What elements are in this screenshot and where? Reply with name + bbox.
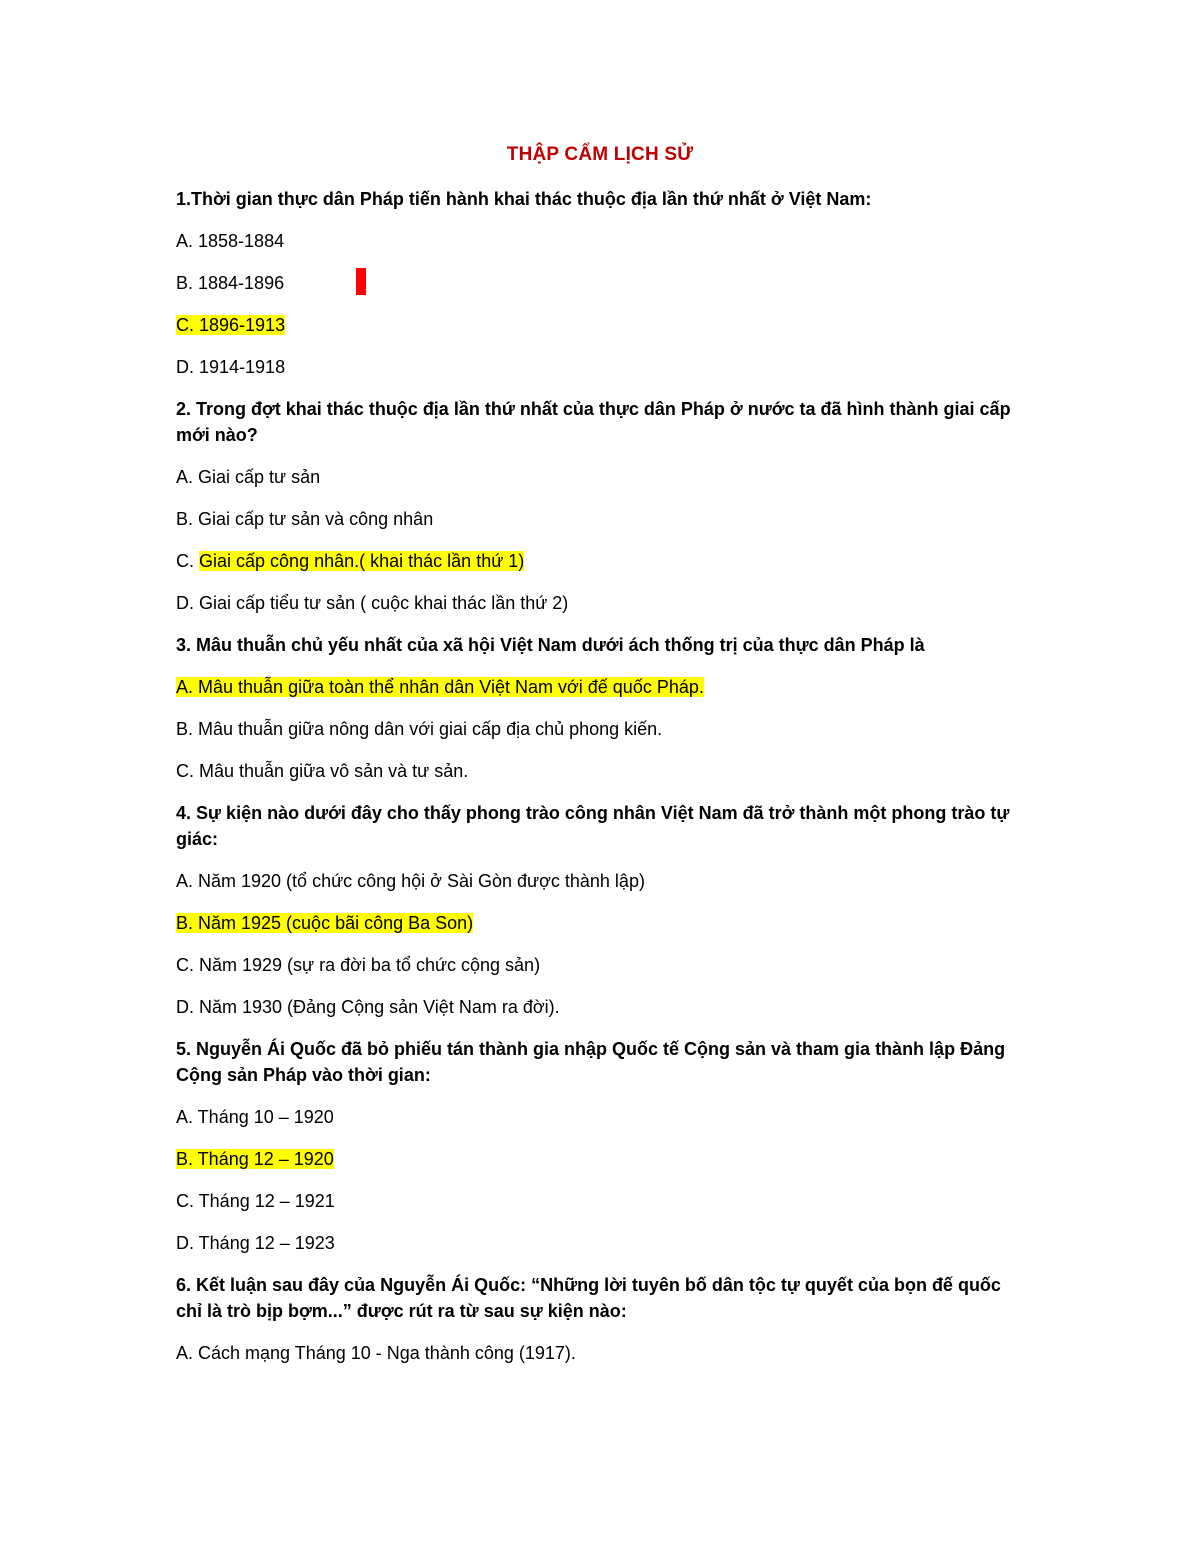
- question-3-option-b: B. Mâu thuẫn giữa nông dân với giai cấp địa chủ phong kiến.: [176, 719, 663, 739]
- question-1-option-a: A. 1858-1884: [176, 231, 285, 251]
- question-1-answer-highlight: C. 1896-1913: [176, 315, 286, 335]
- document-title: THẬP CẨM LỊCH SỬ: [506, 144, 694, 165]
- question-4-answer-highlight: B. Năm 1925 (cuộc bãi công Ba Son): [176, 913, 474, 933]
- question-2-option-c: [176, 548, 1026, 574]
- question-1-option-b: B. 1884-1896: [176, 273, 285, 293]
- question-5-answer-highlight: B. Tháng 12 – 1920: [176, 1149, 334, 1169]
- question-4: 4. Sự kiện nào dưới đây cho thấy phong trào công nhân Việt Nam đã trở thành một phong trào tự giác:: [176, 803, 1010, 849]
- question-4-option-c: C. Năm 1929 (sự ra đời ba tổ chức cộng sản): [176, 955, 541, 975]
- document-body: [176, 186, 1026, 1382]
- question-3-answer-highlight: A. Mâu thuẫn giữa toàn thể nhân dân Việt Nam với đế quốc Pháp.: [176, 677, 704, 697]
- question-1-option-d: D. 1914-1918: [176, 357, 286, 377]
- question-1: 1.Thời gian thực dân Pháp tiến hành khai thác thuộc địa lần thứ nhất ở Việt Nam:: [176, 189, 872, 209]
- question-5-option-c: C. Tháng 12 – 1921: [176, 1191, 335, 1211]
- question-5-option-b: [176, 1146, 1026, 1172]
- question-4-option-b: [176, 910, 1026, 936]
- question-2-option-a: A. Giai cấp tư sản: [176, 467, 321, 487]
- question-2-option-c-prefix: C.: [176, 551, 200, 571]
- question-2-answer-highlight: Giai cấp công nhân.( khai thác lần thứ 1): [199, 551, 525, 571]
- question-4-option-a: A. Năm 1920 (tổ chức công hội ở Sài Gòn được thành lập): [176, 871, 645, 891]
- question-2: 2. Trong đợt khai thác thuộc địa lần thứ nhất của thực dân Pháp ở nước ta đã hình thành giai cấp mới nào?: [176, 399, 1011, 445]
- question-6: 6. Kết luận sau đây của Nguyễn Ái Quốc: “Những lời tuyên bố dân tộc tự quyết của bọn đế quốc chỉ là trò bịp bợm...” được rút ra từ sau sự kiện nào:: [176, 1275, 1001, 1321]
- question-5-option-a: A. Tháng 10 – 1920: [176, 1107, 334, 1127]
- question-4-option-d: D. Năm 1930 (Đảng Cộng sản Việt Nam ra đời).: [176, 997, 560, 1017]
- question-3-option-a: [176, 674, 1026, 700]
- question-5: 5. Nguyễn Ái Quốc đã bỏ phiếu tán thành gia nhập Quốc tế Cộng sản và tham gia thành lập Đảng Cộng sản Pháp vào thời gian:: [176, 1039, 1006, 1085]
- question-2-option-d: D. Giai cấp tiểu tư sản ( cuộc khai thác lần thứ 2): [176, 593, 569, 613]
- question-5-option-d: D. Tháng 12 – 1923: [176, 1233, 335, 1253]
- question-3: 3. Mâu thuẫn chủ yếu nhất của xã hội Việt Nam dưới ách thống trị của thực dân Pháp là: [176, 635, 925, 655]
- question-2-option-b: B. Giai cấp tư sản và công nhân: [176, 509, 434, 529]
- question-3-option-c: C. Mâu thuẫn giữa vô sản và tư sản.: [176, 761, 469, 781]
- question-1-option-c: [176, 312, 1026, 338]
- question-6-option-a: A. Cách mạng Tháng 10 - Nga thành công (1917).: [176, 1343, 576, 1363]
